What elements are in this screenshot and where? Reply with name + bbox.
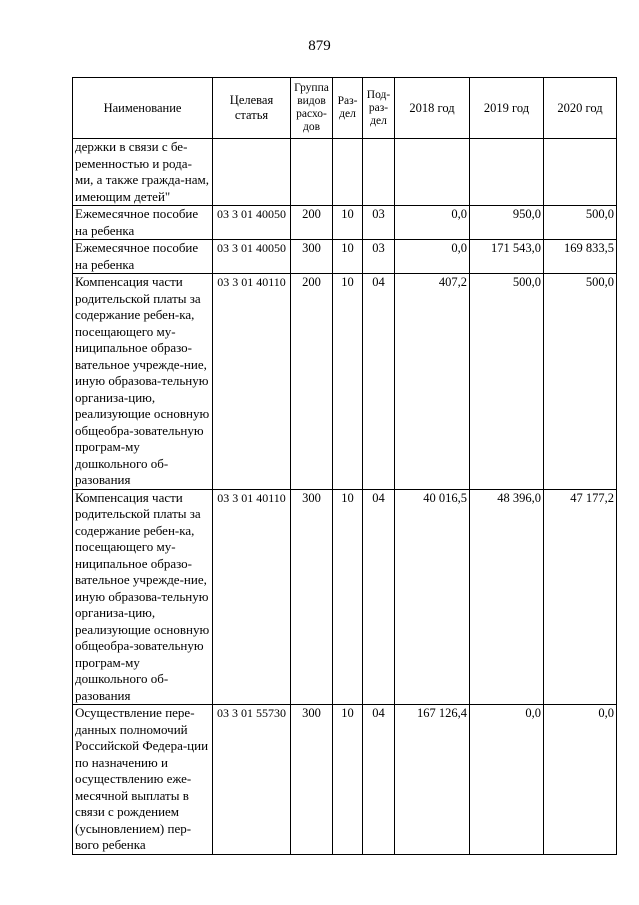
row-2020: 500,0 bbox=[544, 206, 617, 240]
row-name: Компенсация части родительской платы за содержание ребен-ка, посещающего му-ниципальное образо-вательное учрежде-ние, иную образова-тельную организа-цию, реализующие основную общеобра-зовательную програм-му дошкольного об-разования bbox=[73, 489, 213, 705]
row-2018 bbox=[395, 139, 470, 206]
row-2018: 167 126,4 bbox=[395, 705, 470, 855]
header-name: Наименование bbox=[73, 78, 213, 139]
page-number: 879 bbox=[308, 38, 331, 54]
row-subsection: 04 bbox=[363, 274, 395, 490]
row-2018: 0,0 bbox=[395, 240, 470, 274]
header-group: Группа видов расхо-дов bbox=[291, 78, 333, 139]
row-2019: 48 396,0 bbox=[470, 489, 544, 705]
row-name: Компенсация части родительской платы за содержание ребен-ка, посещающего му-ниципальное образо-вательное учрежде-ние, иную образова-тельную организа-цию, реализующие основную общеобра-зовательную програм-му дошкольного об-разования bbox=[73, 274, 213, 490]
table-row bbox=[73, 705, 617, 855]
row-subsection: 03 bbox=[363, 240, 395, 274]
row-2018: 40 016,5 bbox=[395, 489, 470, 705]
row-name: Осуществление пере-данных полномочий Российской Федера-ции по назначению и осуществлению еже-месячной выплаты в связи с рождением (усыновлением) пер-вого ребенка bbox=[73, 705, 213, 855]
row-target: 03 3 01 40110 bbox=[213, 489, 291, 705]
row-2019: 950,0 bbox=[470, 206, 544, 240]
table-row bbox=[73, 489, 617, 705]
row-2018: 0,0 bbox=[395, 206, 470, 240]
row-2020: 47 177,2 bbox=[544, 489, 617, 705]
row-section: 10 bbox=[333, 489, 363, 705]
header-target: Целевая статья bbox=[213, 78, 291, 139]
row-target: 03 3 01 40110 bbox=[213, 274, 291, 490]
table-row bbox=[73, 139, 617, 206]
header-2018: 2018 год bbox=[395, 78, 470, 139]
row-2018: 407,2 bbox=[395, 274, 470, 490]
row-2019: 171 543,0 bbox=[470, 240, 544, 274]
row-2020: 169 833,5 bbox=[544, 240, 617, 274]
row-target: 03 3 01 55730 bbox=[213, 705, 291, 855]
row-subsection: 04 bbox=[363, 489, 395, 705]
row-target: 03 3 01 40050 bbox=[213, 206, 291, 240]
row-section: 10 bbox=[333, 206, 363, 240]
row-subsection bbox=[363, 139, 395, 206]
header-2019: 2019 год bbox=[470, 78, 544, 139]
row-group: 200 bbox=[291, 274, 333, 490]
row-target: 03 3 01 40050 bbox=[213, 240, 291, 274]
row-section: 10 bbox=[333, 705, 363, 855]
budget-table bbox=[72, 77, 617, 855]
row-target bbox=[213, 139, 291, 206]
row-group: 300 bbox=[291, 489, 333, 705]
row-group: 200 bbox=[291, 206, 333, 240]
table-row bbox=[73, 206, 617, 240]
header-2020: 2020 год bbox=[544, 78, 617, 139]
row-2020: 0,0 bbox=[544, 705, 617, 855]
row-section: 10 bbox=[333, 274, 363, 490]
row-group: 300 bbox=[291, 240, 333, 274]
row-2019: 500,0 bbox=[470, 274, 544, 490]
row-subsection: 04 bbox=[363, 705, 395, 855]
row-2020: 500,0 bbox=[544, 274, 617, 490]
row-name: держки в связи с бе-ременностью и рода-ми, а также гражда-нам, имеющим детей" bbox=[73, 139, 213, 206]
row-name: Ежемесячное пособие на ребенка bbox=[73, 206, 213, 240]
row-section: 10 bbox=[333, 240, 363, 274]
row-2019 bbox=[470, 139, 544, 206]
header-row bbox=[73, 78, 617, 139]
row-2019: 0,0 bbox=[470, 705, 544, 855]
header-section: Раз-дел bbox=[333, 78, 363, 139]
row-group bbox=[291, 139, 333, 206]
row-subsection: 03 bbox=[363, 206, 395, 240]
row-section bbox=[333, 139, 363, 206]
row-2020 bbox=[544, 139, 617, 206]
header-subsection: Под-раз-дел bbox=[363, 78, 395, 139]
row-name: Ежемесячное пособие на ребенка bbox=[73, 240, 213, 274]
table-row bbox=[73, 240, 617, 274]
table-row bbox=[73, 274, 617, 490]
row-group: 300 bbox=[291, 705, 333, 855]
